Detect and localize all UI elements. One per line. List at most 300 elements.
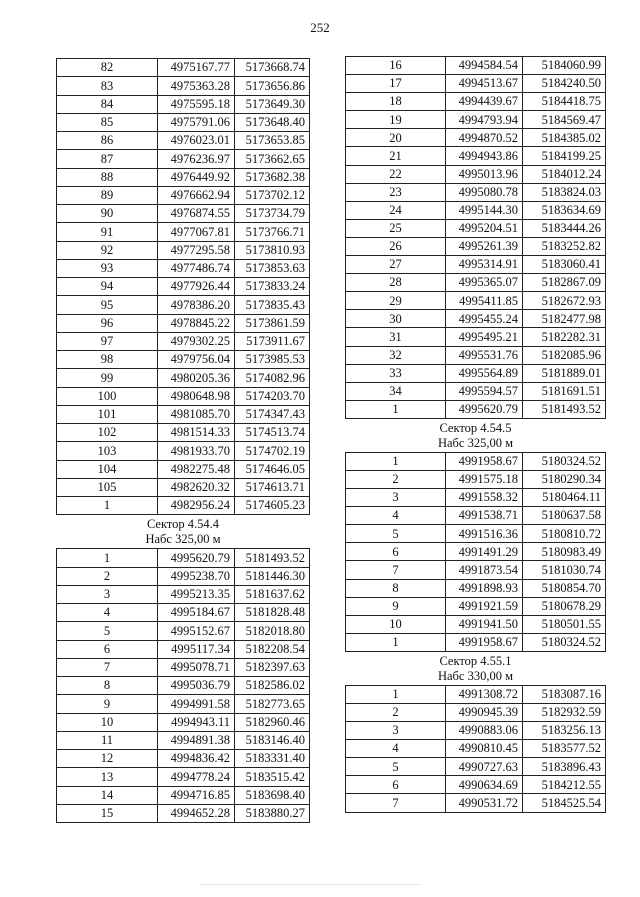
table-row [57, 168, 310, 186]
table-row [57, 314, 310, 332]
sector-elevation: Набс 325,00 м [145, 532, 221, 547]
point-number-cell: 24 [346, 201, 446, 219]
y-coordinate-cell: 5184385.02 [523, 129, 606, 147]
x-coordinate-cell: 4980648.98 [158, 387, 235, 405]
table-row [57, 259, 310, 277]
sector-header [346, 418, 606, 452]
point-number-cell: 2 [346, 470, 446, 488]
x-coordinate-cell: 4976449.92 [158, 168, 235, 186]
table-row [57, 223, 310, 241]
point-number-cell: 16 [346, 57, 446, 75]
point-number-cell: 2 [346, 704, 446, 722]
table-row [346, 256, 606, 274]
table-row [346, 57, 606, 75]
point-number-cell: 1 [57, 497, 158, 515]
point-number-cell: 7 [346, 561, 446, 579]
sector-title: Сектор 4.54.4 [146, 517, 220, 532]
y-coordinate-cell: 5183698.40 [235, 786, 310, 804]
point-number-cell: 4 [346, 507, 446, 525]
y-coordinate-cell: 5173835.43 [235, 296, 310, 314]
y-coordinate-cell: 5173766.71 [235, 223, 310, 241]
y-coordinate-cell: 5184569.47 [523, 111, 606, 129]
table-row [346, 758, 606, 776]
x-coordinate-cell: 4994778.24 [158, 768, 235, 786]
x-coordinate-cell: 4995184.67 [158, 604, 235, 622]
point-number-cell: 101 [57, 405, 158, 423]
table-row [57, 567, 310, 585]
sector-elevation: Набс 325,00 м [437, 435, 514, 450]
x-coordinate-cell: 4995564.89 [446, 364, 523, 382]
point-number-cell: 104 [57, 460, 158, 478]
y-coordinate-cell: 5182672.93 [523, 292, 606, 310]
point-number-cell: 3 [346, 722, 446, 740]
y-coordinate-cell: 5183515.42 [235, 768, 310, 786]
x-coordinate-cell: 4994891.38 [158, 731, 235, 749]
point-number-cell: 10 [346, 615, 446, 633]
x-coordinate-cell: 4994836.42 [158, 750, 235, 768]
point-number-cell: 7 [346, 794, 446, 812]
table-row [346, 165, 606, 183]
table-row [346, 561, 606, 579]
point-number-cell: 4 [346, 740, 446, 758]
y-coordinate-cell: 5184060.99 [523, 57, 606, 75]
x-coordinate-cell: 4976236.97 [158, 150, 235, 168]
y-coordinate-cell: 5183444.26 [523, 219, 606, 237]
point-number-cell: 29 [346, 292, 446, 310]
table-row [346, 328, 606, 346]
point-number-cell: 1 [346, 400, 446, 418]
table-row [57, 731, 310, 749]
y-coordinate-cell: 5181493.52 [235, 549, 310, 567]
x-coordinate-cell: 4995013.96 [446, 165, 523, 183]
table-row [346, 597, 606, 615]
y-coordinate-cell: 5174613.71 [235, 478, 310, 496]
x-coordinate-cell: 4991308.72 [446, 685, 523, 703]
point-number-cell: 22 [346, 165, 446, 183]
y-coordinate-cell: 5184012.24 [523, 165, 606, 183]
point-number-cell: 86 [57, 132, 158, 150]
y-coordinate-cell: 5182397.63 [235, 658, 310, 676]
table-row [346, 183, 606, 201]
table-row [346, 201, 606, 219]
point-number-cell: 87 [57, 150, 158, 168]
y-coordinate-cell: 5182018.80 [235, 622, 310, 640]
point-number-cell: 18 [346, 93, 446, 111]
x-coordinate-cell: 4995495.21 [446, 328, 523, 346]
table-row [346, 722, 606, 740]
x-coordinate-cell: 4994793.94 [446, 111, 523, 129]
table-row [346, 147, 606, 165]
table-row [57, 132, 310, 150]
point-number-cell: 1 [57, 549, 158, 567]
point-number-cell: 91 [57, 223, 158, 241]
point-number-cell: 103 [57, 442, 158, 460]
x-coordinate-cell: 4995531.76 [446, 346, 523, 364]
table-row [346, 685, 606, 703]
table-row [346, 543, 606, 561]
point-number-cell: 89 [57, 186, 158, 204]
point-number-cell: 84 [57, 95, 158, 113]
table-row [57, 332, 310, 350]
point-number-cell: 96 [57, 314, 158, 332]
table-row [57, 77, 310, 95]
x-coordinate-cell: 4977067.81 [158, 223, 235, 241]
point-number-cell: 1 [346, 452, 446, 470]
x-coordinate-cell: 4976023.01 [158, 132, 235, 150]
x-coordinate-cell: 4994716.85 [158, 786, 235, 804]
point-number-cell: 10 [57, 713, 158, 731]
x-coordinate-cell: 4991516.36 [446, 525, 523, 543]
table-row [57, 186, 310, 204]
y-coordinate-cell: 5183256.13 [523, 722, 606, 740]
table-row [346, 93, 606, 111]
table-row [57, 387, 310, 405]
point-number-cell: 6 [346, 543, 446, 561]
y-coordinate-cell: 5174646.05 [235, 460, 310, 478]
table-row [57, 677, 310, 695]
table-row [57, 351, 310, 369]
x-coordinate-cell: 4981085.70 [158, 405, 235, 423]
point-number-cell: 5 [346, 758, 446, 776]
y-coordinate-cell: 5182282.31 [523, 328, 606, 346]
y-coordinate-cell: 5183896.43 [523, 758, 606, 776]
table-row [57, 296, 310, 314]
sector-elevation: Набс 330,00 м [437, 668, 514, 683]
right-coordinates-column [345, 56, 605, 813]
table-row [57, 59, 310, 77]
x-coordinate-cell: 4991491.29 [446, 543, 523, 561]
table-row [346, 489, 606, 507]
x-coordinate-cell: 4981933.70 [158, 442, 235, 460]
table-row [57, 585, 310, 603]
y-coordinate-cell: 5174347.43 [235, 405, 310, 423]
y-coordinate-cell: 5174203.70 [235, 387, 310, 405]
y-coordinate-cell: 5182773.65 [235, 695, 310, 713]
y-coordinate-cell: 5173682.38 [235, 168, 310, 186]
x-coordinate-cell: 4995204.51 [446, 219, 523, 237]
point-number-cell: 97 [57, 332, 158, 350]
x-coordinate-cell: 4995078.71 [158, 658, 235, 676]
point-number-cell: 6 [57, 640, 158, 658]
point-number-cell: 8 [57, 677, 158, 695]
x-coordinate-cell: 4981514.33 [158, 424, 235, 442]
point-number-cell: 99 [57, 369, 158, 387]
x-coordinate-cell: 4994991.58 [158, 695, 235, 713]
left-coordinates-column [56, 58, 309, 823]
x-coordinate-cell: 4994584.54 [446, 57, 523, 75]
x-coordinate-cell: 4994439.67 [446, 93, 523, 111]
y-coordinate-cell: 5182208.54 [235, 640, 310, 658]
point-number-cell: 100 [57, 387, 158, 405]
table-row [346, 111, 606, 129]
table-row [57, 241, 310, 259]
y-coordinate-cell: 5180637.58 [523, 507, 606, 525]
table-row [57, 497, 310, 515]
point-number-cell: 2 [57, 567, 158, 585]
table-row [346, 525, 606, 543]
y-coordinate-cell: 5181030.74 [523, 561, 606, 579]
table-row [346, 129, 606, 147]
x-coordinate-cell: 4995314.91 [446, 256, 523, 274]
y-coordinate-cell: 5173649.30 [235, 95, 310, 113]
table-row [346, 310, 606, 328]
table-row [346, 615, 606, 633]
x-coordinate-cell: 4995620.79 [158, 549, 235, 567]
x-coordinate-cell: 4991958.67 [446, 452, 523, 470]
y-coordinate-cell: 5184240.50 [523, 75, 606, 93]
x-coordinate-cell: 4990883.06 [446, 722, 523, 740]
point-number-cell: 95 [57, 296, 158, 314]
table-row [57, 95, 310, 113]
table-row [57, 786, 310, 804]
x-coordinate-cell: 4995238.70 [158, 567, 235, 585]
y-coordinate-cell: 5183060.41 [523, 256, 606, 274]
table-row [346, 704, 606, 722]
bottom-divider [200, 884, 420, 885]
x-coordinate-cell: 4995036.79 [158, 677, 235, 695]
point-number-cell: 9 [346, 597, 446, 615]
y-coordinate-cell: 5180810.72 [523, 525, 606, 543]
y-coordinate-cell: 5184212.55 [523, 776, 606, 794]
y-coordinate-cell: 5174605.23 [235, 497, 310, 515]
coordinates-table-left [56, 58, 310, 823]
x-coordinate-cell: 4990634.69 [446, 776, 523, 794]
x-coordinate-cell: 4979302.25 [158, 332, 235, 350]
table-row [346, 579, 606, 597]
y-coordinate-cell: 5184199.25 [523, 147, 606, 165]
table-row [57, 442, 310, 460]
table-row [57, 768, 310, 786]
y-coordinate-cell: 5174082.96 [235, 369, 310, 387]
x-coordinate-cell: 4995080.78 [446, 183, 523, 201]
table-row [57, 405, 310, 423]
x-coordinate-cell: 4995261.39 [446, 237, 523, 255]
x-coordinate-cell: 4995411.85 [446, 292, 523, 310]
x-coordinate-cell: 4991958.67 [446, 633, 523, 651]
point-number-cell: 1 [346, 685, 446, 703]
y-coordinate-cell: 5173702.12 [235, 186, 310, 204]
x-coordinate-cell: 4977486.74 [158, 259, 235, 277]
table-row [346, 219, 606, 237]
x-coordinate-cell: 4982956.24 [158, 497, 235, 515]
y-coordinate-cell: 5183331.40 [235, 750, 310, 768]
y-coordinate-cell: 5181446.30 [235, 567, 310, 585]
y-coordinate-cell: 5182960.46 [235, 713, 310, 731]
x-coordinate-cell: 4978386.20 [158, 296, 235, 314]
table-row [57, 369, 310, 387]
sector-header-row [346, 651, 606, 685]
y-coordinate-cell: 5181493.52 [523, 400, 606, 418]
table-row [346, 633, 606, 651]
table-row [346, 237, 606, 255]
table-row [346, 292, 606, 310]
point-number-cell: 93 [57, 259, 158, 277]
x-coordinate-cell: 4982275.48 [158, 460, 235, 478]
point-number-cell: 7 [57, 658, 158, 676]
point-number-cell: 11 [57, 731, 158, 749]
point-number-cell: 23 [346, 183, 446, 201]
y-coordinate-cell: 5183577.52 [523, 740, 606, 758]
x-coordinate-cell: 4990531.72 [446, 794, 523, 812]
point-number-cell: 27 [346, 256, 446, 274]
y-coordinate-cell: 5183824.03 [523, 183, 606, 201]
table-row [346, 470, 606, 488]
x-coordinate-cell: 4975167.77 [158, 59, 235, 77]
x-coordinate-cell: 4991558.32 [446, 489, 523, 507]
table-row [346, 400, 606, 418]
point-number-cell: 90 [57, 205, 158, 223]
x-coordinate-cell: 4994870.52 [446, 129, 523, 147]
y-coordinate-cell: 5181889.01 [523, 364, 606, 382]
y-coordinate-cell: 5182932.59 [523, 704, 606, 722]
y-coordinate-cell: 5173853.63 [235, 259, 310, 277]
page-number: 252 [310, 20, 330, 35]
table-row [346, 507, 606, 525]
point-number-cell: 6 [346, 776, 446, 794]
x-coordinate-cell: 4991575.18 [446, 470, 523, 488]
point-number-cell: 25 [346, 219, 446, 237]
x-coordinate-cell: 4995213.35 [158, 585, 235, 603]
x-coordinate-cell: 4991873.54 [446, 561, 523, 579]
point-number-cell: 12 [57, 750, 158, 768]
sector-title: Сектор 4.55.1 [439, 653, 512, 668]
y-coordinate-cell: 5182085.96 [523, 346, 606, 364]
coordinates-table-right-body [346, 57, 606, 813]
table-row [57, 713, 310, 731]
point-number-cell: 19 [346, 111, 446, 129]
point-number-cell: 21 [346, 147, 446, 165]
table-row [57, 622, 310, 640]
point-number-cell: 34 [346, 382, 446, 400]
y-coordinate-cell: 5173662.65 [235, 150, 310, 168]
x-coordinate-cell: 4979756.04 [158, 351, 235, 369]
table-row [57, 205, 310, 223]
table-row [57, 604, 310, 622]
x-coordinate-cell: 4994943.86 [446, 147, 523, 165]
x-coordinate-cell: 4977295.58 [158, 241, 235, 259]
table-row [346, 740, 606, 758]
sector-header-row [57, 515, 310, 549]
table-row [57, 113, 310, 131]
x-coordinate-cell: 4976874.55 [158, 205, 235, 223]
point-number-cell: 4 [57, 604, 158, 622]
x-coordinate-cell: 4990810.45 [446, 740, 523, 758]
point-number-cell: 92 [57, 241, 158, 259]
x-coordinate-cell: 4995365.07 [446, 274, 523, 292]
point-number-cell: 31 [346, 328, 446, 346]
y-coordinate-cell: 5182586.02 [235, 677, 310, 695]
x-coordinate-cell: 4994943.11 [158, 713, 235, 731]
y-coordinate-cell: 5183634.69 [523, 201, 606, 219]
table-row [346, 364, 606, 382]
point-number-cell: 8 [346, 579, 446, 597]
x-coordinate-cell: 4980205.36 [158, 369, 235, 387]
table-row [57, 150, 310, 168]
table-row [57, 750, 310, 768]
point-number-cell: 28 [346, 274, 446, 292]
y-coordinate-cell: 5183087.16 [523, 685, 606, 703]
x-coordinate-cell: 4995117.34 [158, 640, 235, 658]
y-coordinate-cell: 5173861.59 [235, 314, 310, 332]
table-row [57, 804, 310, 822]
x-coordinate-cell: 4995620.79 [446, 400, 523, 418]
y-coordinate-cell: 5174702.19 [235, 442, 310, 460]
x-coordinate-cell: 4990945.39 [446, 704, 523, 722]
table-row [57, 640, 310, 658]
y-coordinate-cell: 5180464.11 [523, 489, 606, 507]
point-number-cell: 83 [57, 77, 158, 95]
table-row [57, 460, 310, 478]
y-coordinate-cell: 5173911.67 [235, 332, 310, 350]
table-row [57, 549, 310, 567]
point-number-cell: 5 [346, 525, 446, 543]
y-coordinate-cell: 5180324.52 [523, 633, 606, 651]
x-coordinate-cell: 4990727.63 [446, 758, 523, 776]
x-coordinate-cell: 4995152.67 [158, 622, 235, 640]
y-coordinate-cell: 5173648.40 [235, 113, 310, 131]
coordinates-table-right [345, 56, 606, 813]
y-coordinate-cell: 5173833.24 [235, 278, 310, 296]
point-number-cell: 26 [346, 237, 446, 255]
point-number-cell: 5 [57, 622, 158, 640]
y-coordinate-cell: 5173734.79 [235, 205, 310, 223]
point-number-cell: 82 [57, 59, 158, 77]
x-coordinate-cell: 4975791.06 [158, 113, 235, 131]
sector-header-row [346, 418, 606, 452]
y-coordinate-cell: 5183880.27 [235, 804, 310, 822]
y-coordinate-cell: 5180501.55 [523, 615, 606, 633]
y-coordinate-cell: 5173653.85 [235, 132, 310, 150]
table-row [57, 658, 310, 676]
y-coordinate-cell: 5184525.54 [523, 794, 606, 812]
y-coordinate-cell: 5184418.75 [523, 93, 606, 111]
table-row [57, 695, 310, 713]
x-coordinate-cell: 4995594.57 [446, 382, 523, 400]
point-number-cell: 85 [57, 113, 158, 131]
point-number-cell: 1 [346, 633, 446, 651]
point-number-cell: 94 [57, 278, 158, 296]
y-coordinate-cell: 5173985.53 [235, 351, 310, 369]
table-row [346, 794, 606, 812]
point-number-cell: 15 [57, 804, 158, 822]
x-coordinate-cell: 4994513.67 [446, 75, 523, 93]
point-number-cell: 30 [346, 310, 446, 328]
y-coordinate-cell: 5182867.09 [523, 274, 606, 292]
y-coordinate-cell: 5181691.51 [523, 382, 606, 400]
table-row [346, 776, 606, 794]
y-coordinate-cell: 5173656.86 [235, 77, 310, 95]
y-coordinate-cell: 5181637.62 [235, 585, 310, 603]
table-row [57, 478, 310, 496]
x-coordinate-cell: 4991921.59 [446, 597, 523, 615]
y-coordinate-cell: 5174513.74 [235, 424, 310, 442]
table-row [57, 278, 310, 296]
sector-title: Сектор 4.54.5 [439, 420, 512, 435]
point-number-cell: 105 [57, 478, 158, 496]
y-coordinate-cell: 5180290.34 [523, 470, 606, 488]
point-number-cell: 13 [57, 768, 158, 786]
x-coordinate-cell: 4975363.28 [158, 77, 235, 95]
point-number-cell: 102 [57, 424, 158, 442]
y-coordinate-cell: 5180983.49 [523, 543, 606, 561]
y-coordinate-cell: 5180678.29 [523, 597, 606, 615]
sector-header [346, 651, 606, 685]
x-coordinate-cell: 4995144.30 [446, 201, 523, 219]
x-coordinate-cell: 4991941.50 [446, 615, 523, 633]
point-number-cell: 9 [57, 695, 158, 713]
sector-header [57, 515, 310, 549]
x-coordinate-cell: 4977926.44 [158, 278, 235, 296]
